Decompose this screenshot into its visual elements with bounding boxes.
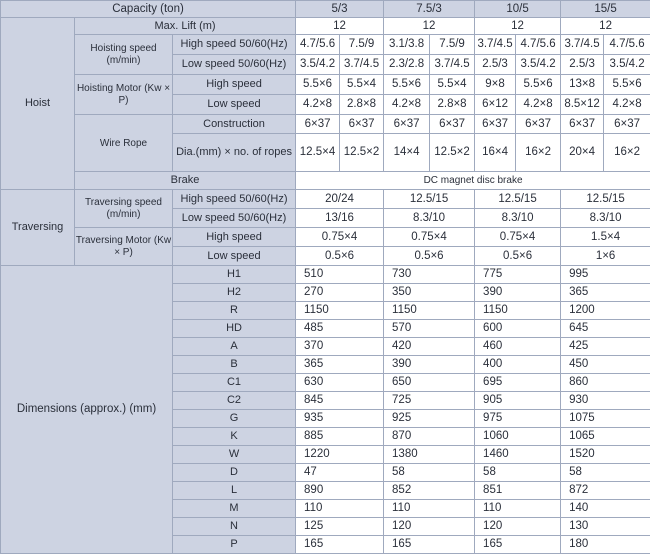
hoist-low-speed-value: 3.7/4.5 — [430, 55, 475, 75]
dimension-label: C1 — [173, 374, 296, 392]
dimension-value: 125 — [296, 518, 384, 536]
dimension-value: 1150 — [384, 302, 475, 320]
hoist-high-speed-value: 4.7/5.6 — [604, 35, 650, 55]
hoist-motor-high-value: 5.5×4 — [340, 75, 384, 95]
dimension-value: 872 — [561, 482, 650, 500]
hoist-motor-high-value: 5.5×6 — [604, 75, 650, 95]
dimension-label: HD — [173, 320, 296, 338]
dimension-value: 370 — [296, 338, 384, 356]
dimension-value: 390 — [475, 284, 561, 302]
dimension-value: 885 — [296, 428, 384, 446]
dimension-value: 1200 — [561, 302, 650, 320]
dimension-value: 890 — [296, 482, 384, 500]
dimension-label: W — [173, 446, 296, 464]
hoist-motor-low-value: 4.2×8 — [604, 95, 650, 115]
dimension-label: G — [173, 410, 296, 428]
hoist-motor-low-value: 2.8×8 — [430, 95, 475, 115]
dimension-value: 645 — [561, 320, 650, 338]
dimension-value: 110 — [475, 500, 561, 518]
dimension-value: 650 — [384, 374, 475, 392]
dimension-value: 400 — [475, 356, 561, 374]
trav-motor-low-value: 1×6 — [561, 247, 650, 266]
trav-motor-high-label: High speed — [173, 228, 296, 247]
dimension-label: D — [173, 464, 296, 482]
dimension-label: A — [173, 338, 296, 356]
dimension-label: M — [173, 500, 296, 518]
hoist-high-speed-value: 3.1/3.8 — [384, 35, 430, 55]
dimension-value: 1220 — [296, 446, 384, 464]
hoist-low-speed-label: Low speed 50/60(Hz) — [173, 55, 296, 75]
trav-motor-high-row — [1, 228, 650, 247]
construction-value: 6×37 — [516, 115, 561, 134]
dimension-value: 1460 — [475, 446, 561, 464]
dimension-label: H1 — [173, 266, 296, 284]
dimension-value: 845 — [296, 392, 384, 410]
dimension-value: 165 — [296, 536, 384, 554]
max-lift-value: 12 — [296, 18, 384, 35]
dimension-value: 58 — [384, 464, 475, 482]
construction-value: 6×37 — [296, 115, 340, 134]
dimension-value: 485 — [296, 320, 384, 338]
dimension-value: 58 — [561, 464, 650, 482]
traversing-speed-label: Traversing speed (m/min) — [75, 190, 173, 228]
dimension-value: 1520 — [561, 446, 650, 464]
dimension-value: 390 — [384, 356, 475, 374]
capacity-row — [1, 1, 650, 18]
dimension-value: 425 — [561, 338, 650, 356]
trav-motor-high-value: 0.75×4 — [475, 228, 561, 247]
dia-value: 12.5×2 — [340, 134, 384, 172]
capacity-value: 15/5 — [561, 1, 650, 18]
dimension-value: 460 — [475, 338, 561, 356]
dimension-value: 630 — [296, 374, 384, 392]
hoisting-speed-label: Hoisting speed (m/min) — [75, 35, 173, 75]
dimension-label: B — [173, 356, 296, 374]
dimension-label: N — [173, 518, 296, 536]
dimension-label: R — [173, 302, 296, 320]
construction-value: 6×37 — [340, 115, 384, 134]
hoist-motor-low-value: 4.2×8 — [516, 95, 561, 115]
trav-motor-low-value: 0.5×6 — [475, 247, 561, 266]
hoist-group-label: Hoist — [1, 18, 75, 190]
hoist-high-speed-value: 3.7/4.5 — [475, 35, 516, 55]
hoist-high-speed-value: 7.5/9 — [430, 35, 475, 55]
dimension-value: 995 — [561, 266, 650, 284]
dimension-value: 1380 — [384, 446, 475, 464]
dimension-value: 860 — [561, 374, 650, 392]
trav-motor-low-value: 0.5×6 — [296, 247, 384, 266]
dimension-label: L — [173, 482, 296, 500]
trav-motor-high-value: 0.75×4 — [296, 228, 384, 247]
hoist-high-speed-label: High speed 50/60(Hz) — [173, 35, 296, 55]
hoist-motor-low-value: 6×12 — [475, 95, 516, 115]
trav-motor-low-value: 0.5×6 — [384, 247, 475, 266]
trav-high-speed-value: 12.5/15 — [561, 190, 650, 209]
hoist-motor-low-value: 4.2×8 — [296, 95, 340, 115]
dimension-value: 120 — [475, 518, 561, 536]
hoist-high-speed-value: 4.7/5.6 — [296, 35, 340, 55]
dimension-value: 905 — [475, 392, 561, 410]
dimension-value: 110 — [384, 500, 475, 518]
hoist-motor-high-value: 5.5×6 — [296, 75, 340, 95]
dimension-label: C2 — [173, 392, 296, 410]
dimension-value: 930 — [561, 392, 650, 410]
dimension-value: 130 — [561, 518, 650, 536]
dia-value: 16×2 — [516, 134, 561, 172]
brake-label: Brake — [75, 172, 296, 190]
dia-value: 16×4 — [475, 134, 516, 172]
dimension-value: 350 — [384, 284, 475, 302]
hoist-motor-high-value: 13×8 — [561, 75, 604, 95]
dimension-value: 695 — [475, 374, 561, 392]
construction-value: 6×37 — [475, 115, 516, 134]
dimensions-group-label: Dimensions (approx.) (mm) — [1, 266, 173, 554]
hoist-low-speed-value: 2.5/3 — [475, 55, 516, 75]
capacity-value: 5/3 — [296, 1, 384, 18]
dimension-value: 975 — [475, 410, 561, 428]
brake-row — [1, 172, 650, 190]
trav-high-speed-label: High speed 50/60(Hz) — [173, 190, 296, 209]
dimension-value: 140 — [561, 500, 650, 518]
hoist-motor-high-value: 5.5×6 — [516, 75, 561, 95]
capacity-value: 7.5/3 — [384, 1, 475, 18]
hoist-motor-low-label: Low speed — [173, 95, 296, 115]
dimension-value: 730 — [384, 266, 475, 284]
hoist-low-speed-value: 3.5/4.2 — [516, 55, 561, 75]
dimension-row — [1, 266, 650, 284]
hoist-high-speed-value: 4.7/5.6 — [516, 35, 561, 55]
dimension-value: 365 — [296, 356, 384, 374]
dia-value: 14×4 — [384, 134, 430, 172]
brake-value: DC magnet disc brake — [296, 172, 650, 190]
dia-value: 12.5×2 — [430, 134, 475, 172]
hoist-high-speed-value: 7.5/9 — [340, 35, 384, 55]
dimension-value: 570 — [384, 320, 475, 338]
hoist-low-speed-value: 3.5/4.2 — [604, 55, 650, 75]
construction-value: 6×37 — [384, 115, 430, 134]
dimension-value: 270 — [296, 284, 384, 302]
dimension-value: 165 — [475, 536, 561, 554]
dimension-value: 120 — [384, 518, 475, 536]
dimension-value: 1150 — [475, 302, 561, 320]
wire-rope-label: Wire Rope — [75, 115, 173, 172]
construction-value: 6×37 — [430, 115, 475, 134]
trav-low-speed-value: 8.3/10 — [561, 209, 650, 228]
dimension-value: 600 — [475, 320, 561, 338]
dimension-value: 1065 — [561, 428, 650, 446]
dia-value: 16×2 — [604, 134, 650, 172]
hoist-motor-high-value: 5.5×6 — [384, 75, 430, 95]
dimension-value: 925 — [384, 410, 475, 428]
dimension-value: 852 — [384, 482, 475, 500]
dimension-value: 180 — [561, 536, 650, 554]
dia-label: Dia.(mm) × no. of ropes — [173, 134, 296, 172]
hoist-low-speed-value: 2.3/2.8 — [384, 55, 430, 75]
trav-low-speed-value: 13/16 — [296, 209, 384, 228]
trav-low-speed-value: 8.3/10 — [475, 209, 561, 228]
dimension-value: 47 — [296, 464, 384, 482]
max-lift-value: 12 — [561, 18, 650, 35]
dimension-value: 450 — [561, 356, 650, 374]
hoist-high-speed-value: 3.7/4.5 — [561, 35, 604, 55]
dimension-label: P — [173, 536, 296, 554]
hoist-low-speed-value: 2.5/3 — [561, 55, 604, 75]
dimension-value: 110 — [296, 500, 384, 518]
dimension-value: 1060 — [475, 428, 561, 446]
construction-label: Construction — [173, 115, 296, 134]
dia-value: 20×4 — [561, 134, 604, 172]
construction-value: 6×37 — [561, 115, 604, 134]
dimension-value: 1150 — [296, 302, 384, 320]
traversing-motor-label: Traversing Motor (Kw × P) — [75, 228, 173, 266]
dimension-value: 1075 — [561, 410, 650, 428]
hoist-low-speed-value: 3.7/4.5 — [340, 55, 384, 75]
hoist-motor-high-value: 9×8 — [475, 75, 516, 95]
dia-value: 12.5×4 — [296, 134, 340, 172]
dimension-value: 365 — [561, 284, 650, 302]
dimension-value: 870 — [384, 428, 475, 446]
max-lift-row — [1, 18, 650, 35]
hoist-motor-low-value: 2.8×8 — [340, 95, 384, 115]
dimension-value: 935 — [296, 410, 384, 428]
max-lift-value: 12 — [475, 18, 561, 35]
max-lift-label: Max. Lift (m) — [75, 18, 296, 35]
hoist-motor-low-value: 8.5×12 — [561, 95, 604, 115]
trav-motor-high-value: 0.75×4 — [384, 228, 475, 247]
dimension-value: 165 — [384, 536, 475, 554]
trav-motor-high-value: 1.5×4 — [561, 228, 650, 247]
hoist-motor-high-value: 5.5×4 — [430, 75, 475, 95]
trav-high-speed-value: 12.5/15 — [384, 190, 475, 209]
trav-high-speed-row — [1, 190, 650, 209]
dimension-value: 58 — [475, 464, 561, 482]
capacity-value: 10/5 — [475, 1, 561, 18]
trav-motor-low-label: Low speed — [173, 247, 296, 266]
capacity-label: Capacity (ton) — [1, 1, 296, 18]
max-lift-value: 12 — [384, 18, 475, 35]
hoisting-motor-label: Hoisting Motor (Kw × P) — [75, 75, 173, 115]
traversing-group-label: Traversing — [1, 190, 75, 266]
hoist-high-speed-row — [1, 35, 650, 55]
hoist-motor-low-value: 4.2×8 — [384, 95, 430, 115]
trav-high-speed-value: 20/24 — [296, 190, 384, 209]
hoist-motor-high-label: High speed — [173, 75, 296, 95]
trav-low-speed-value: 8.3/10 — [384, 209, 475, 228]
dimension-value: 420 — [384, 338, 475, 356]
dimension-value: 851 — [475, 482, 561, 500]
dimension-value: 510 — [296, 266, 384, 284]
trav-low-speed-label: Low speed 50/60(Hz) — [173, 209, 296, 228]
dimension-value: 725 — [384, 392, 475, 410]
hoist-low-speed-value: 3.5/4.2 — [296, 55, 340, 75]
hoist-motor-high-row — [1, 75, 650, 95]
dimension-label: K — [173, 428, 296, 446]
construction-value: 6×37 — [604, 115, 650, 134]
dimension-label: H2 — [173, 284, 296, 302]
dimension-value: 775 — [475, 266, 561, 284]
construction-row — [1, 115, 650, 134]
trav-high-speed-value: 12.5/15 — [475, 190, 561, 209]
